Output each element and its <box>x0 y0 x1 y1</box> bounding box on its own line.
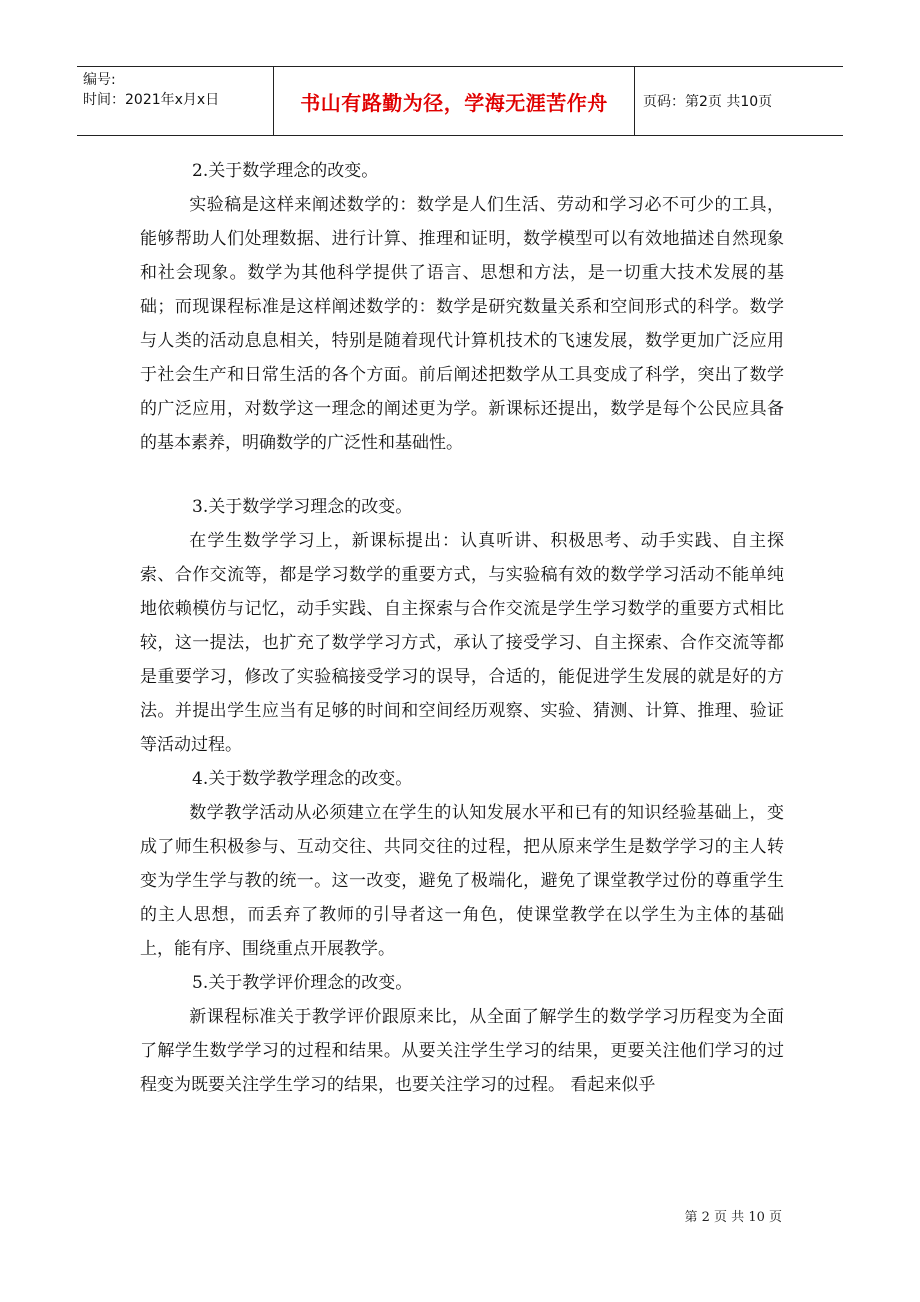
time-label: 时间：2021年x月x日 <box>83 92 220 108</box>
header-motto: 书山有路勤为径，学海无涯苦作舟 <box>274 67 635 135</box>
header-page-label: 页码：第2页 共10页 <box>643 94 773 110</box>
section-heading: 3.关于数学学习理念的改变。 <box>192 497 413 517</box>
section-paragraph: 实验稿是这样来阐述数学的：数学是人们生活、劳动和学习必不可少的工具，能够帮助人们处理数据、进行计算、推理和证明，数学模型可以有效地描述自然现象和社会现象。数学为其他科学提供了语言、思想和方法，是一切重大技术发展的基础；而现课程标准是这样阐述数学的：数学是研究数量关系和空间形式的科学。数学与人类的活动息息相关，特别是随着现代计算机技术的飞速发展，数学更加广泛应用于社会生产和日常生活的各个方面。前后阐述把数学从工具变成了科学，突出了数学的广泛应用，对数学这一理念的阐述更为学。新课标还提出，数学是每个公民应具备的基本素养，明确数学的广泛性和基础性。 <box>140 195 784 453</box>
header-meta-cell <box>77 67 274 135</box>
document-body <box>140 154 784 1102</box>
section-gap <box>140 460 784 490</box>
page-footer-number: 第 2 页 共 10 页 <box>684 1210 782 1225</box>
section-paragraph: 新课程标准关于教学评价跟原来比，从全面了解学生的数学学习历程变为全面了解学生数学学习的过程和结果。从要关注学生学习的结果，更要关注他们学习的过程变为既要关注学生学习的结果，也要关注学习的过程。 看起来似乎 <box>140 1007 784 1095</box>
section-heading: 5.关于教学评价理念的改变。 <box>192 973 413 993</box>
section-paragraph: 在学生数学学习上，新课标提出：认真听讲、积极思考、动手实践、自主探索、合作交流等，都是学习数学的重要方式，与实验稿有效的数学学习活动不能单纯地依赖模仿与记忆，动手实践、自主探索与合作交流是学生学习数学的重要方式相比较，这一提法，也扩充了数学学习方式，承认了接受学习、自主探索、合作交流等都是重要学习，修改了实验稿接受学习的误导，合适的，能促进学生发展的就是好的方法。并提出学生应当有足够的时间和空间经历观察、实验、猜测、计算、推理、验证等活动过程。 <box>140 531 784 755</box>
section-heading: 4.关于数学教学理念的改变。 <box>192 769 413 789</box>
section-paragraph: 数学教学活动从必须建立在学生的认知发展水平和已有的知识经验基础上，变成了师生积极参与、互动交往、共同交往的过程，把从原来学生是数学学习的主人转变为学生学与教的统一。这一改变，避免了极端化，避免了课堂教学过份的尊重学生的主人思想，而丢弃了教师的引导者这一角色，使课堂教学在以学生为主体的基础上，能有序、围绕重点开展教学。 <box>140 803 784 959</box>
document-header <box>77 66 843 136</box>
code-label: 编号: <box>83 72 116 88</box>
section-heading: 2.关于数学理念的改变。 <box>192 161 379 181</box>
